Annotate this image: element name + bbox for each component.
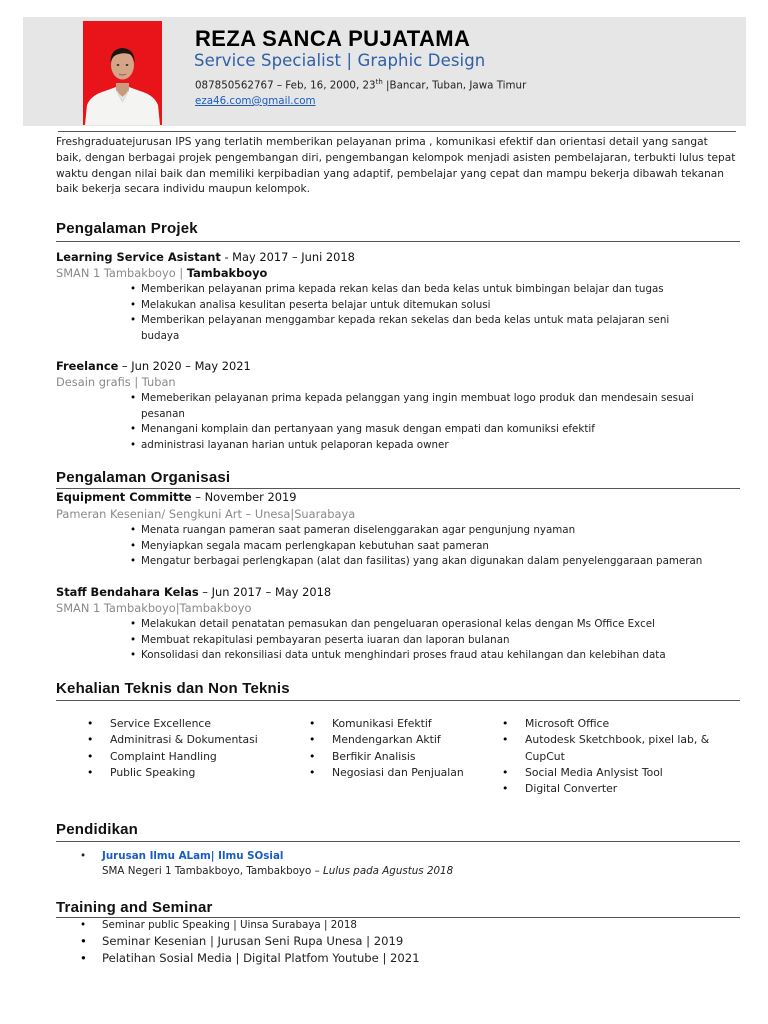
list-item: • Digital Converter (502, 781, 717, 797)
job-period: - May 2017 – Juni 2018 (220, 250, 355, 264)
job-title (56, 250, 355, 264)
profile-summary: Freshgraduatejurusan IPS yang terlatih memberikan pelayanan prima , komunikasi efektif dan orientasi detail yang sangat baik, dengan berbagai projek pengembangan diri, pengembangan kelompok menjadi asisten pembelajaran, terbukti lulus tepat waktu dengan nilai baik dan memiliki kerpibadian yang adaptif, pembelajar yang cepat dan mampu bekerja dibawah tekanan baik bekerja secara individu maupun kelompok. (56, 136, 736, 196)
job-org-text: SMAN 1 Tambakboyo|Tambakboyo (56, 601, 252, 615)
list-item: • Mengatur berbagai perlengkapan (alat dan fasilitas) yang akan digunakan dalam penyelenggaraan pameran (130, 554, 710, 570)
job-role: Equipment Committe (56, 490, 192, 504)
list-item: • Memberikan pelayanan menggambar kepada rekan sekelas dan beda kelas untuk mata pelajaran seni budaya (130, 313, 710, 344)
job-role: Learning Service Asistant (56, 250, 221, 264)
section-divider (56, 241, 740, 242)
contact-sup: th (375, 78, 383, 86)
candidate-name: REZA SANCA PUJATAMA (195, 26, 471, 51)
contact-line (195, 78, 526, 91)
graduation-date: Lulus pada Agustus 2018 (323, 865, 454, 877)
list-item: • Melakukan analisa kesulitan peserta belajar untuk ditemukan solusi (130, 298, 710, 314)
email-link[interactable]: eza46.com@gmail.com (195, 95, 316, 107)
list-item: • Seminar Kesenian | Jurusan Seni Rupa Unesa | 2019 (80, 933, 420, 950)
job-period: – Jun 2020 – May 2021 (118, 359, 251, 373)
job-organization (56, 507, 355, 521)
list-item: • Complaint Handling (87, 749, 297, 765)
list-item: • Konsolidasi dan rekonsiliasi data untuk menghindari proses fraud atau kehilangan dan kelebihan data (130, 648, 710, 664)
list-item: • Microsoft Office (502, 716, 717, 732)
list-item: • Membuat rekapitulasi pembayaran peserta iuaran dan laporan bulanan (130, 633, 710, 649)
list-item: • Berfikir Analisis (309, 749, 499, 765)
list-item: • Memberikan pelayanan prima kepada rekan kelas dan beda kelas untuk bimbingan belajar dan tugas (130, 282, 710, 298)
job-org-text: Pameran Kesenian/ Sengkuni Art – Unesa|Suarabaya (56, 507, 356, 521)
skills-column-2 (309, 716, 499, 781)
section-title-education: Pendidikan (56, 821, 139, 838)
header-divider (58, 131, 736, 132)
job-bullets (130, 523, 710, 570)
skills-column-1 (87, 716, 297, 781)
job-title (56, 359, 251, 373)
resume-header (23, 17, 746, 126)
bullet-icon: • (80, 850, 87, 862)
list-item: • Negosiasi dan Penjualan (309, 765, 499, 781)
job-bullets (130, 282, 710, 344)
section-title-organization: Pengalaman Organisasi (56, 469, 231, 486)
job-bullets (130, 617, 710, 664)
job-period: – Jun 2017 – May 2018 (198, 585, 332, 599)
section-title-skills: Kehalian Teknis dan Non Teknis (56, 680, 290, 697)
list-item: • Mendengarkan Aktif (309, 732, 499, 748)
list-item: • Menangani komplain dan pertanyaan yang masuk dengan empati dan komuniksi efektif (130, 422, 710, 438)
list-item: • Komunikasi Efektif (309, 716, 499, 732)
profile-photo (83, 21, 162, 125)
list-item: • Menata ruangan pameran saat pameran diselenggarakan agar pengunjung nyaman (130, 523, 710, 539)
skills-column-3 (502, 716, 717, 797)
job-organization (56, 601, 251, 615)
list-item: • Service Excellence (87, 716, 297, 732)
education-major: Jurusan Ilmu ALam| Ilmu SOsial (102, 850, 284, 862)
person-photo-icon (83, 21, 162, 125)
education-school (102, 864, 453, 880)
list-item: • Seminar public Speaking | Uinsa Surabaya | 2018 (80, 918, 420, 933)
school-name: SMA Negeri 1 Tambakboyo, Tambakboyo – (102, 865, 324, 877)
contact-address: |Bancar, Tuban, Jawa Timur (382, 79, 527, 92)
job-period: – November 2019 (191, 490, 297, 504)
job-title (56, 585, 331, 599)
job-organization (56, 375, 176, 389)
job-title (56, 490, 296, 504)
section-title-training: Training and Seminar (56, 899, 213, 916)
training-list (80, 918, 420, 967)
job-bullets (130, 391, 710, 453)
job-role: Staff Bendahara Kelas (56, 585, 199, 599)
job-org-location: Tambakboyo (186, 266, 268, 280)
job-role: Freelance (56, 359, 119, 373)
list-item: • Pelatihan Sosial Media | Digital Platfom Youtube | 2021 (80, 950, 420, 967)
candidate-headline: Service Specialist | Graphic Design (194, 51, 486, 70)
list-item: • Public Speaking (87, 765, 297, 781)
section-title-projects: Pengalaman Projek (56, 220, 198, 237)
section-divider (56, 700, 740, 701)
job-organization (56, 266, 267, 280)
list-item: • Social Media Anlysist Tool (502, 765, 717, 781)
list-item: • administrasi layanan harian untuk pelaporan kepada owner (130, 438, 710, 454)
job-org-text: Desain grafis | Tuban (56, 375, 176, 389)
section-divider (56, 841, 740, 842)
job-org-text: SMAN 1 Tambakboyo | (56, 266, 187, 280)
list-item: • Melakukan detail penatatan pemasukan dan pengeluaran operasional kelas dengan Ms Office Excel (130, 617, 710, 633)
section-divider (56, 488, 740, 489)
list-item: • Adminitrasi & Dokumentasi (87, 732, 297, 748)
list-item: • Memeberikan pelayanan prima kepada pelanggan yang ingin membuat logo produk dan mendesain sesuai pesanan (130, 391, 710, 422)
list-item: • Menyiapkan segala macam perlengkapan kebutuhan saat pameran (130, 539, 710, 555)
list-item: • Autodesk Sketchbook, pixel lab, & CupCut (502, 732, 717, 765)
contact-main: 087850562767 – Feb, 16, 2000, 23 (195, 79, 376, 92)
